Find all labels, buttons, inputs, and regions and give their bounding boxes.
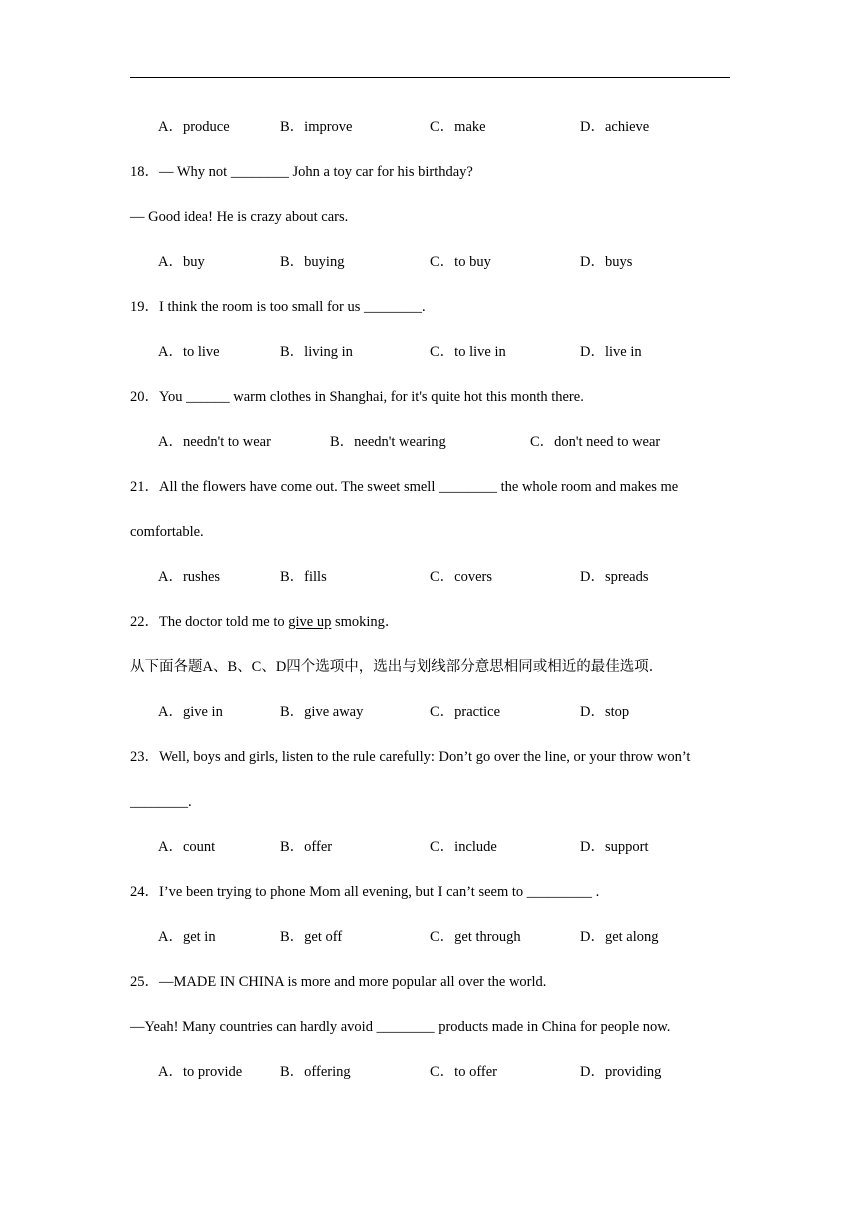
option-d[interactable]: D．providing <box>580 1064 662 1080</box>
option-b[interactable]: B．needn't wearing <box>330 434 446 450</box>
option-b[interactable]: B．give away <box>280 704 364 720</box>
option-b[interactable]: B．improve <box>280 119 353 135</box>
question-stem: 21．All the flowers have come out. The sweet smell ________ the whole room and makes me <box>130 479 679 495</box>
option-c[interactable]: C．practice <box>430 704 501 720</box>
option-b[interactable]: B．get off <box>280 929 343 945</box>
question-stem: 20．You ______ warm clothes in Shanghai, for it's quite hot this month there. <box>130 389 584 405</box>
option-a[interactable]: A．count <box>158 839 216 855</box>
option-a[interactable]: A．produce <box>158 119 230 135</box>
option-d[interactable]: D．support <box>580 839 649 855</box>
question-stem-continued: ________. <box>130 794 192 810</box>
question-stem: 25．—MADE IN CHINA is more and more popular all over the world. <box>130 974 547 990</box>
option-c[interactable]: C．include <box>430 839 497 855</box>
stem-suffix: smoking． <box>331 614 400 630</box>
option-b[interactable]: B．living in <box>280 344 353 360</box>
option-a[interactable]: A．buy <box>158 254 205 270</box>
option-b[interactable]: B．offering <box>280 1064 351 1080</box>
option-c[interactable]: C．make <box>430 119 486 135</box>
question-stem: 23．Well, boys and girls, listen to the rule carefully: Don’t go over the line, or your throw won’t <box>130 749 691 765</box>
option-a[interactable]: A．give in <box>158 704 223 720</box>
question-stem: 18．— Why not ________ John a toy car for his birthday? <box>130 164 473 180</box>
question-stem: 19．I think the room is too small for us ________. <box>130 299 426 315</box>
question-instruction: 从下面各题A、B、C、D四个选项中，选出与划线部分意思相同或相近的最佳选项． <box>130 659 664 675</box>
stem-prefix: 22．The doctor told me to <box>130 614 289 630</box>
option-b[interactable]: B．offer <box>280 839 333 855</box>
option-b[interactable]: B．fills <box>280 569 327 585</box>
option-b[interactable]: B．buying <box>280 254 345 270</box>
option-c[interactable]: C．to live in <box>430 344 506 360</box>
question-stem: 24．I’ve been trying to phone Mom all evening, but I can’t seem to _________ . <box>130 884 600 900</box>
option-d[interactable]: D．stop <box>580 704 630 720</box>
option-a[interactable]: A．get in <box>158 929 216 945</box>
question-stem-continued: comfortable. <box>130 524 204 540</box>
question-reply: —Yeah! Many countries can hardly avoid ________ products made in China for people now. <box>130 1019 671 1035</box>
option-c[interactable]: C．covers <box>430 569 493 585</box>
option-d[interactable]: D．buys <box>580 254 633 270</box>
option-c[interactable]: C．get through <box>430 929 521 945</box>
option-c[interactable]: C．to buy <box>430 254 491 270</box>
question-stem <box>130 613 399 631</box>
option-d[interactable]: D．achieve <box>580 119 650 135</box>
header-rule <box>130 77 730 78</box>
option-d[interactable]: D．spreads <box>580 569 649 585</box>
option-c[interactable]: C．don't need to wear <box>530 434 661 450</box>
option-a[interactable]: A．to provide <box>158 1064 243 1080</box>
question-reply: — Good idea! He is crazy about cars. <box>130 209 349 225</box>
option-a[interactable]: A．rushes <box>158 569 221 585</box>
option-d[interactable]: D．get along <box>580 929 659 945</box>
underlined-phrase: give up <box>288 614 332 630</box>
option-c[interactable]: C．to offer <box>430 1064 497 1080</box>
option-a[interactable]: A．to live <box>158 344 220 360</box>
option-d[interactable]: D．live in <box>580 344 642 360</box>
option-a[interactable]: A．needn't to wear <box>158 434 271 450</box>
